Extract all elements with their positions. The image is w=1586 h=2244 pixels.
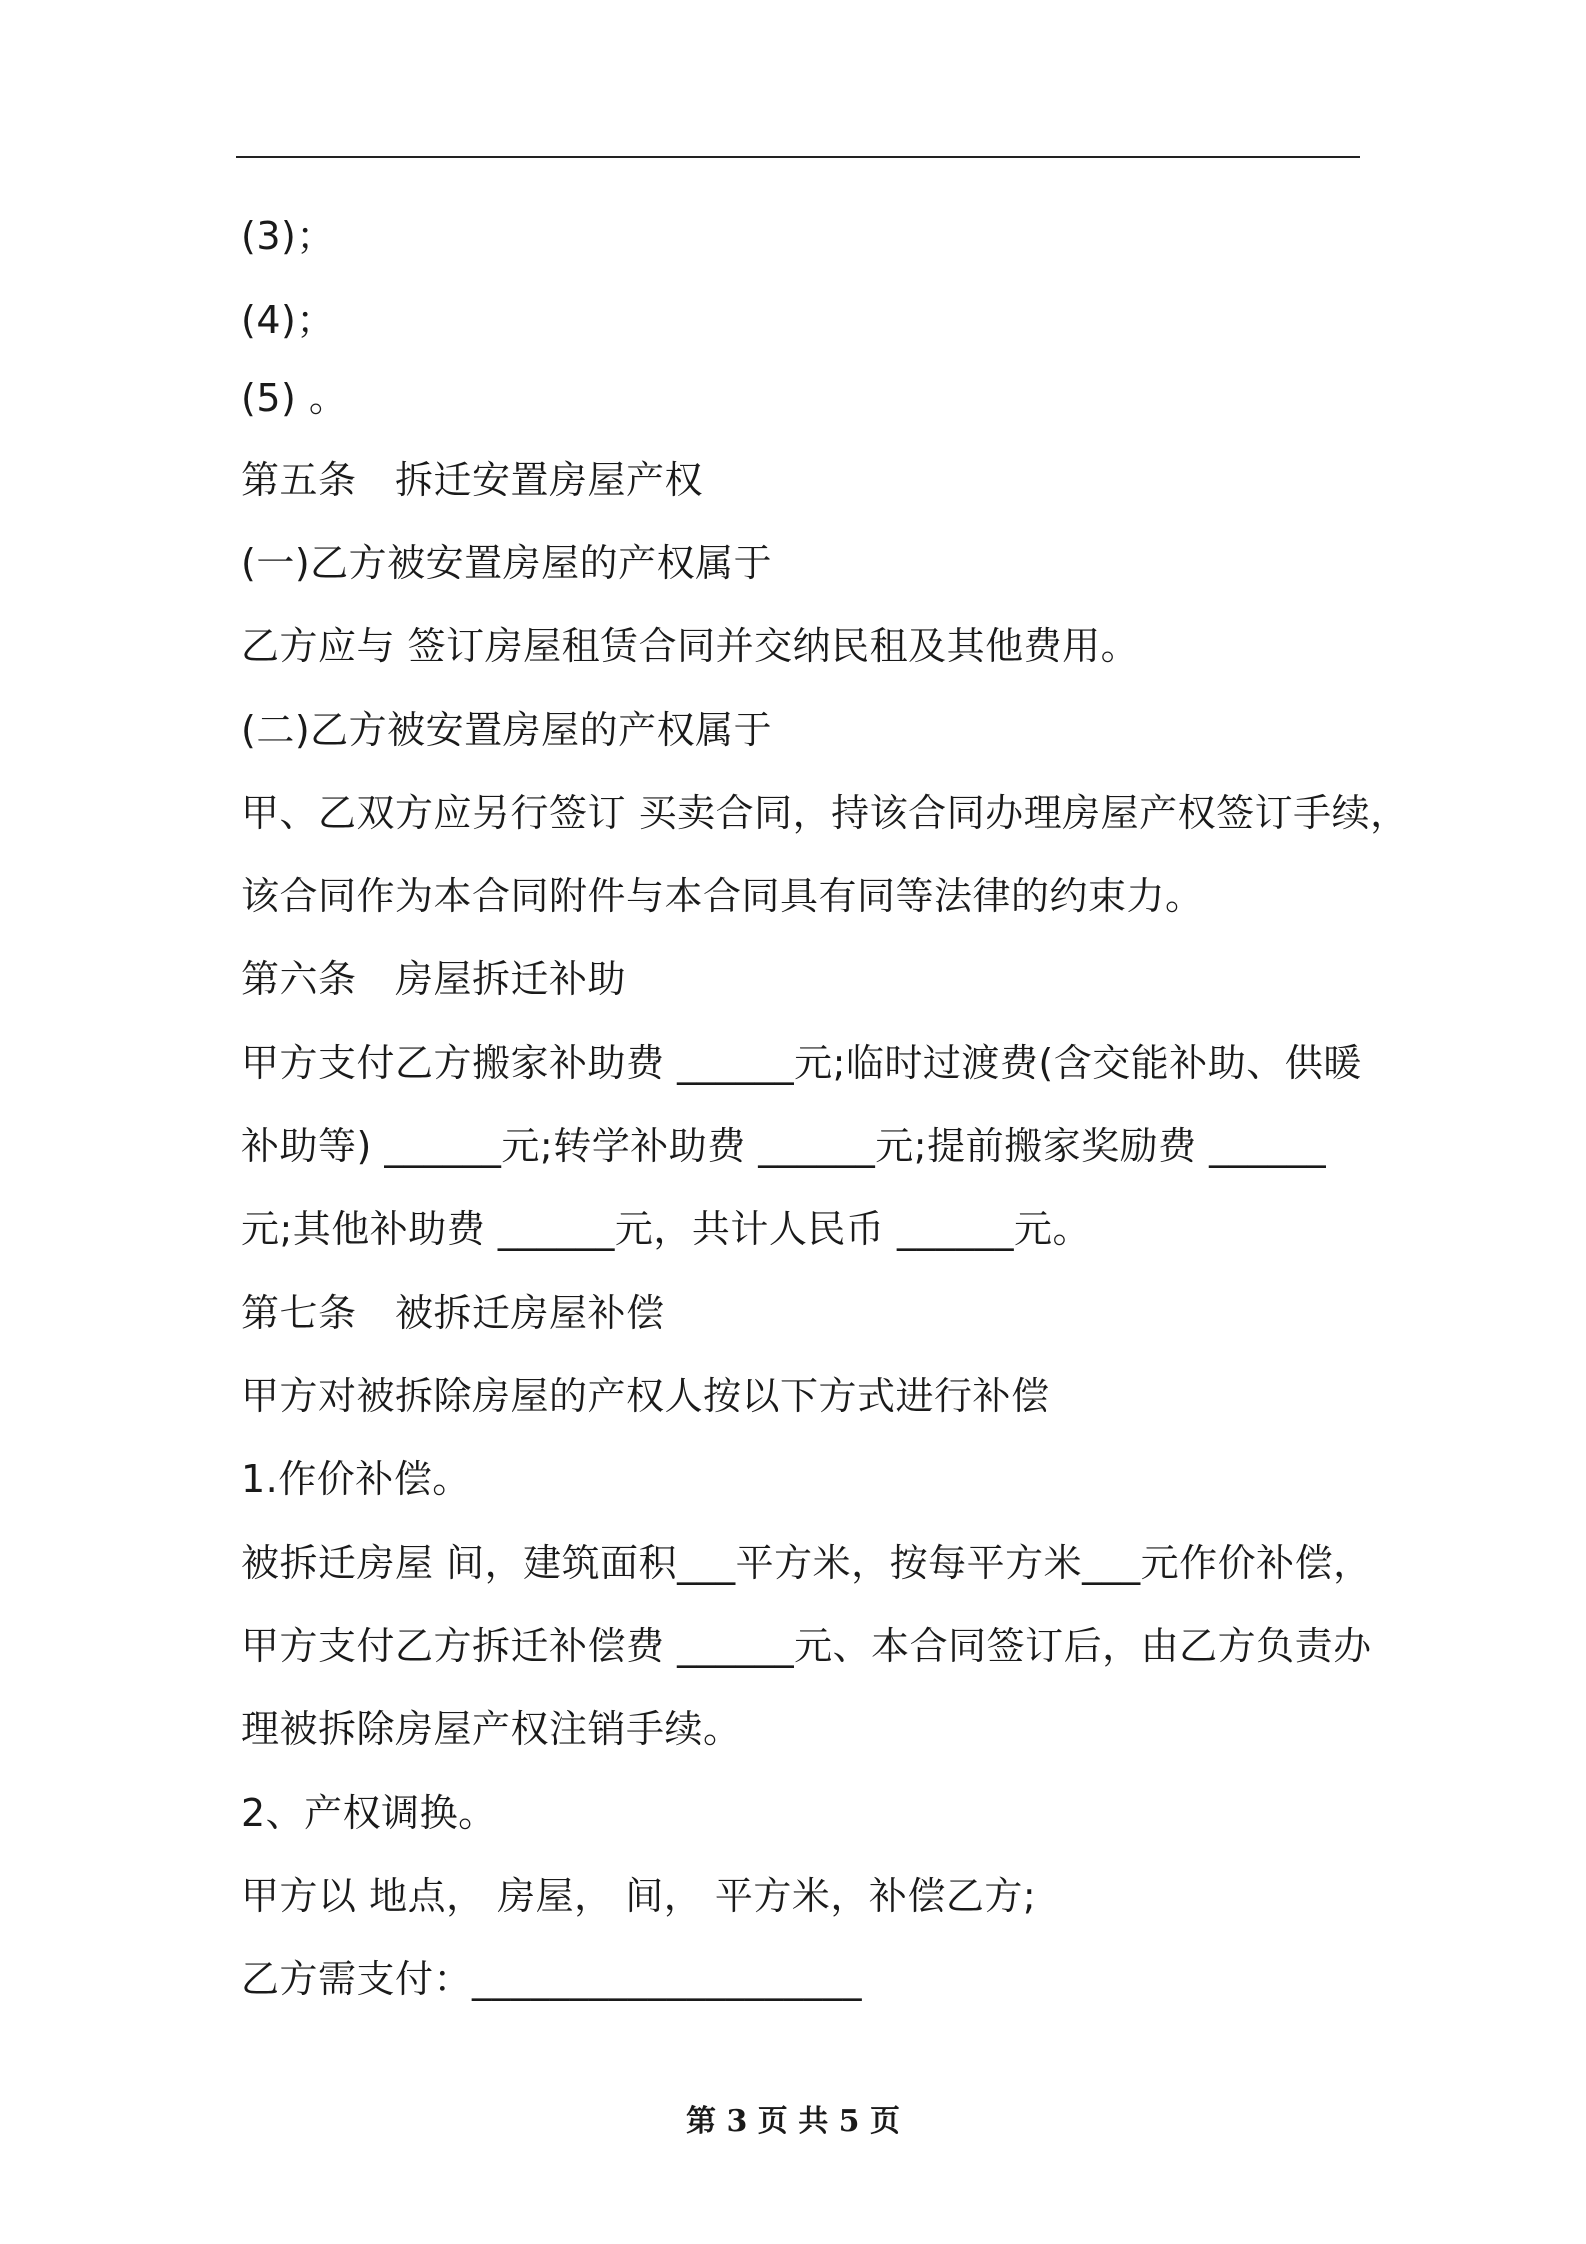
article-6-text-1: 甲方支付乙方搬家补助费 ______元;临时过渡费(含交能补助、供暖	[241, 1041, 1362, 1085]
article-7-item-2-text: 甲方以 地点， 房屋， 间， 平方米，补偿乙方;	[241, 1874, 1037, 1918]
article-5-clause-1: (一)乙方被安置房屋的产权属于	[241, 541, 773, 585]
article-6-text-2: 补助等) ______元;转学补助费 ______元;提前搬家奖励费 ______	[241, 1124, 1327, 1168]
article-7-intro: 甲方对被拆除房屋的产权人按以下方式进行补偿	[241, 1374, 1050, 1418]
header-rule	[236, 156, 1360, 158]
list-item-4: (4)；	[241, 298, 335, 342]
article-7-item-1-text-2: 甲方支付乙方拆迁补偿费 ______元、本合同签订后，由乙方负责办	[241, 1624, 1372, 1668]
article-7-item-1-text-1: 被拆迁房屋 间，建筑面积___平方米，按每平方米___元作价补偿，	[241, 1541, 1372, 1585]
article-5-clause-1-text: 乙方应与 签订房屋租赁合同并交纳民租及其他费用。	[241, 624, 1140, 668]
article-7-item-2: 2、产权调换。	[241, 1791, 497, 1835]
article-6-heading: 第六条 房屋拆迁补助	[241, 957, 627, 1001]
article-5-clause-2: (二)乙方被安置房屋的产权属于	[241, 708, 773, 752]
article-7-heading: 第七条 被拆迁房屋补偿	[241, 1291, 665, 1335]
article-5-clause-2-text: 甲、乙双方应另行签订 买卖合同，持该合同办理房屋产权签订手续，	[241, 791, 1409, 835]
page-footer: 第 3 页 共 5 页	[686, 2104, 900, 2139]
list-item-5: (5) 。	[241, 376, 348, 420]
article-6-text-3: 元;其他补助费 ______元，共计人民币 ______元。	[241, 1207, 1091, 1251]
article-7-item-1: 1.作价补偿。	[241, 1457, 471, 1501]
article-7-item-1-text-3: 理被拆除房屋产权注销手续。	[241, 1707, 742, 1751]
article-5-heading: 第五条 拆迁安置房屋产权	[241, 458, 704, 502]
list-item-3: (3)；	[241, 214, 335, 258]
payment-line: 乙方需支付：____________________	[241, 1957, 863, 2001]
article-5-clause-2-text-cont: 该合同作为本合同附件与本合同具有同等法律的约束力。	[241, 874, 1204, 918]
